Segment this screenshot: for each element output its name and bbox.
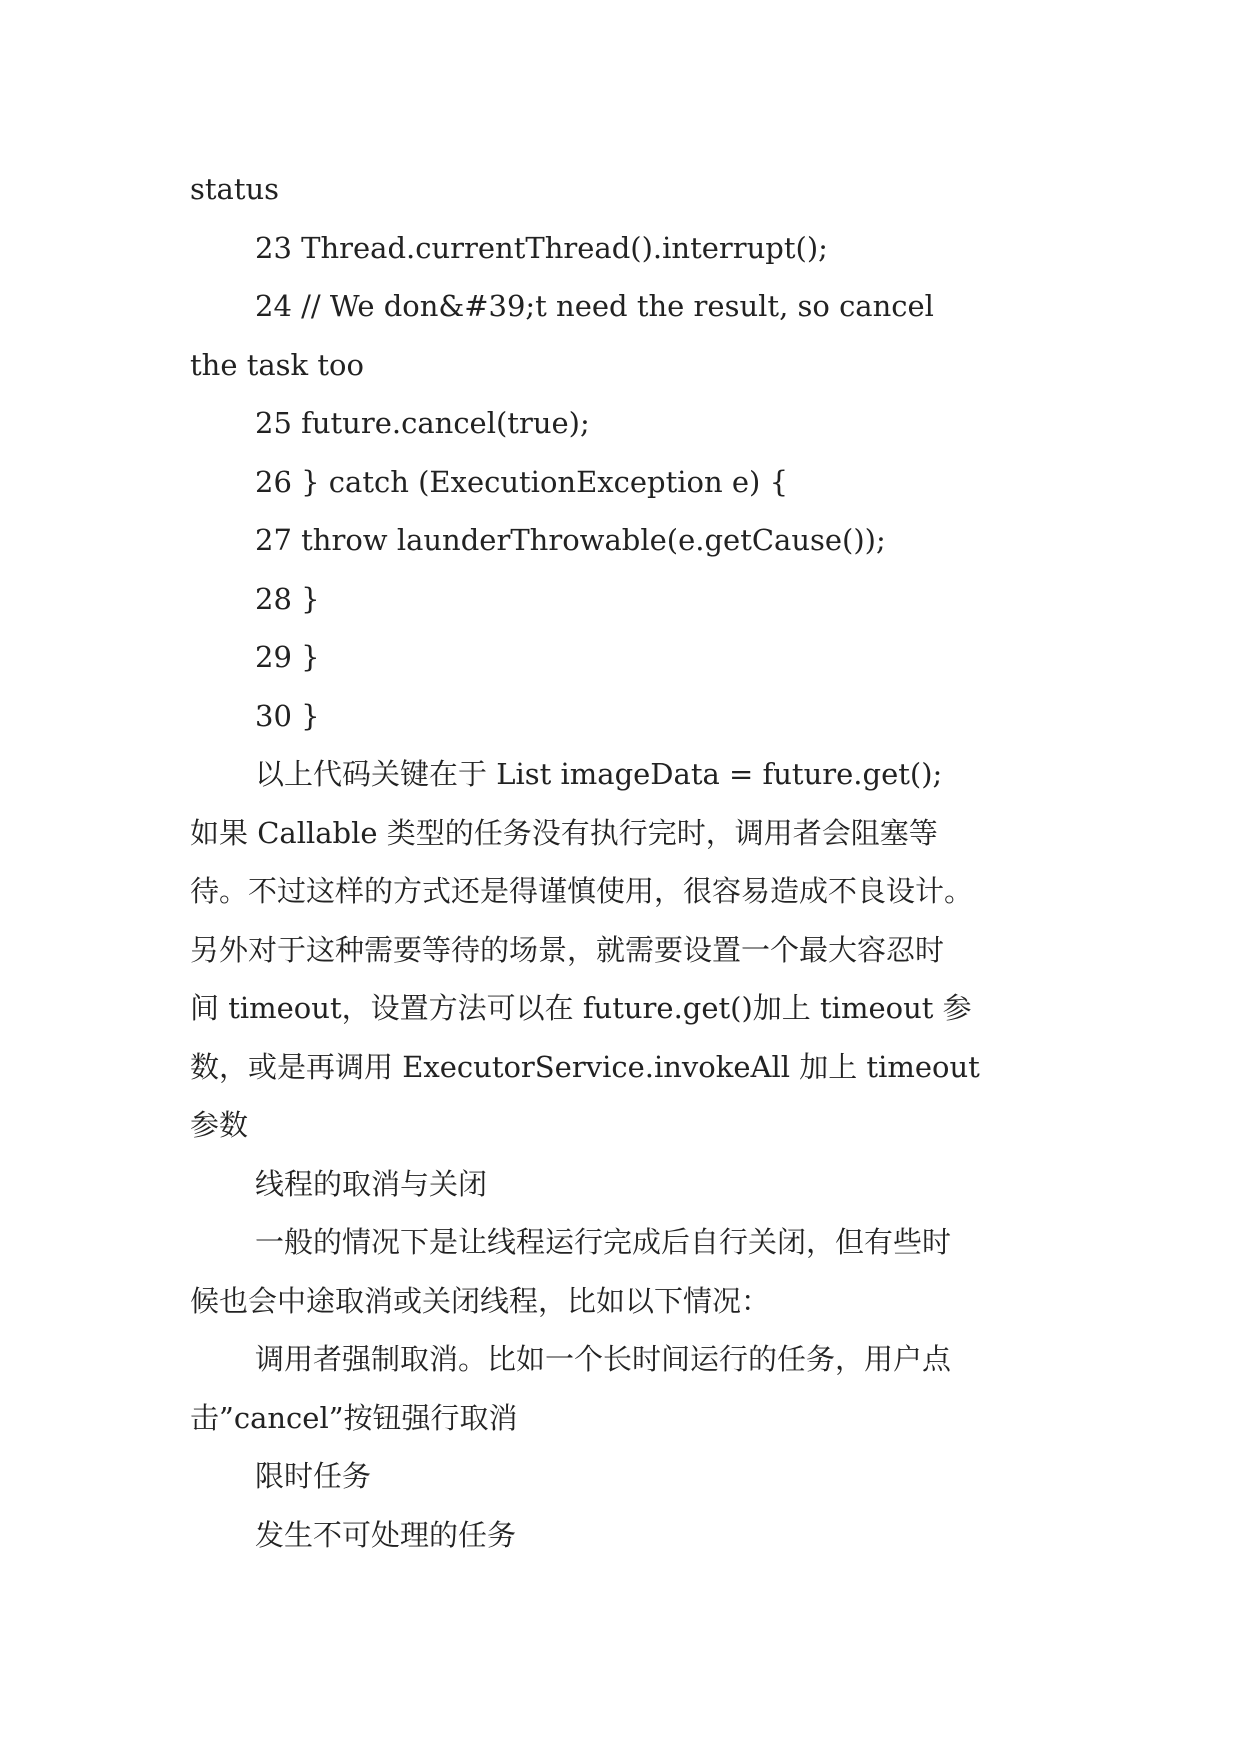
code-line: 25 future.cancel(true); <box>255 406 590 440</box>
paragraph-line: 如果 Callable 类型的任务没有执行完时，调用者会阻塞等 <box>190 815 938 850</box>
code-line: 30 } <box>255 698 320 733</box>
paragraph-line: 候也会中途取消或关闭线程，比如以下情况： <box>190 1283 771 1318</box>
code-line: 28 } <box>255 581 320 616</box>
paragraph-line: 一般的情况下是让线程运行完成后自行关闭，但有些时 <box>255 1225 952 1259</box>
paragraph-line: 数，或是再调用 ExecutorService.invokeAll 加上 timeout <box>190 1049 980 1084</box>
text-line: status <box>190 172 280 206</box>
list-item: 发生不可处理的任务 <box>255 1517 517 1552</box>
list-item: 限时任务 <box>255 1459 372 1493</box>
paragraph-line: 另外对于这种需要等待的场景，就需要设置一个最大容忍时 <box>190 932 945 967</box>
code-line: 23 Thread.currentThread().interrupt(); <box>255 230 828 265</box>
code-line: the task too <box>190 347 364 382</box>
code-line: 29 } <box>255 640 320 674</box>
paragraph-line: 以上代码关键在于 List imageData = future.get(); <box>255 757 943 791</box>
code-line: 24 // We don&#39;t need the result, so cancel <box>255 289 934 323</box>
paragraph-line: 间 timeout，设置方法可以在 future.get()加上 timeout 参 <box>190 991 972 1025</box>
section-heading: 线程的取消与关闭 <box>255 1166 488 1201</box>
paragraph-line: 参数 <box>190 1108 249 1142</box>
code-line: 26 } catch (ExecutionException e) { <box>255 464 789 499</box>
paragraph-line: 击”cancel”按钮强行取消 <box>190 1400 518 1435</box>
document-body <box>190 160 1052 1564</box>
code-line: 27 throw launderThrowable(e.getCause()); <box>255 523 886 557</box>
paragraph-line: 待。不过这样的方式还是得谨慎使用，很容易造成不良设计。 <box>190 874 974 908</box>
paragraph-line: 调用者强制取消。比如一个长时间运行的任务，用户点 <box>255 1342 952 1376</box>
